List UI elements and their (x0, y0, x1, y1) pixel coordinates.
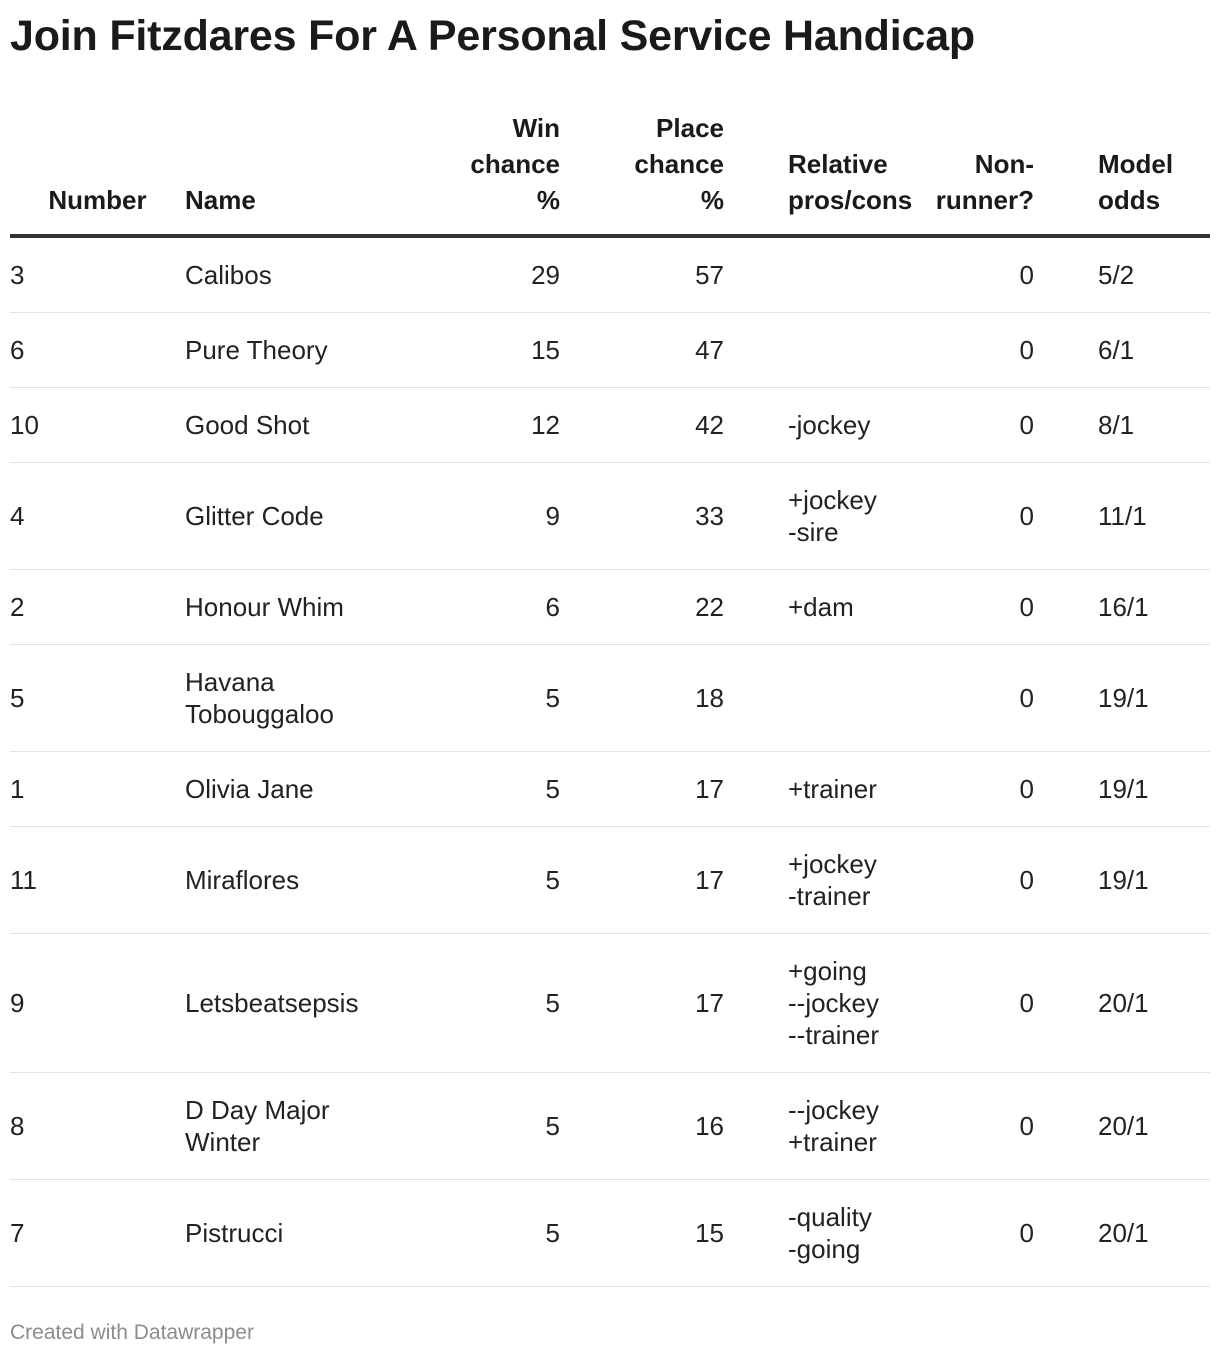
cell-nr: 0 (888, 752, 1034, 827)
table-row (10, 570, 1210, 645)
name-line: Miraflores (185, 865, 300, 895)
table-container (10, 110, 1210, 1287)
cell-number: 2 (10, 570, 185, 645)
column-header-line: pros/cons (788, 185, 913, 215)
cell-odds: 16/1 (1034, 570, 1210, 645)
cell-win: 6 (385, 570, 560, 645)
name-line: Pistrucci (185, 1218, 284, 1248)
column-header-line: chance (470, 149, 560, 179)
cell-nr: 0 (888, 570, 1034, 645)
column-header-rel (724, 110, 913, 236)
name-line: Havana (185, 667, 275, 697)
column-header-line: % (700, 185, 724, 215)
cell-nr: 0 (888, 313, 1034, 388)
cell-nr: 0 (888, 1180, 1034, 1287)
column-header-line: Non- (974, 149, 1034, 179)
name-line: Honour Whim (185, 592, 344, 622)
cell-number: 10 (10, 388, 185, 463)
rel-line: +jockey (788, 485, 877, 515)
column-header-win (385, 110, 560, 236)
name-line: Calibos (185, 260, 272, 290)
cell-nr: 0 (888, 934, 1034, 1073)
rel-line: --trainer (788, 1020, 880, 1050)
cell-win: 5 (385, 934, 560, 1073)
column-header-line: % (536, 185, 560, 215)
cell-name (185, 827, 385, 934)
table-row (10, 645, 1210, 752)
rel-line: --jockey (788, 988, 880, 1018)
cell-odds: 20/1 (1034, 1073, 1210, 1180)
cell-number: 11 (10, 827, 185, 934)
header-row (10, 110, 1210, 236)
rel-line: -jockey (788, 410, 871, 440)
cell-win: 9 (385, 463, 560, 570)
column-header-line: Relative (788, 149, 888, 179)
table-row (10, 752, 1210, 827)
name-line: D Day Major (185, 1095, 330, 1125)
cell-rel (724, 934, 888, 1073)
cell-nr: 0 (888, 388, 1034, 463)
name-line: Glitter Code (185, 501, 324, 531)
rel-line: -going (788, 1234, 861, 1264)
cell-odds: 20/1 (1034, 1180, 1210, 1287)
column-header-place (560, 110, 724, 236)
cell-win: 15 (385, 313, 560, 388)
cell-name (185, 463, 385, 570)
cell-name (185, 236, 385, 313)
name-line: Pure Theory (185, 335, 328, 365)
table-row (10, 1180, 1210, 1287)
cell-number: 4 (10, 463, 185, 570)
cell-number: 5 (10, 645, 185, 752)
rel-line: +dam (788, 592, 854, 622)
table-row (10, 388, 1210, 463)
cell-number: 6 (10, 313, 185, 388)
cell-odds: 8/1 (1034, 388, 1210, 463)
cell-rel (724, 1180, 888, 1287)
cell-number: 8 (10, 1073, 185, 1180)
cell-rel (724, 1073, 888, 1180)
column-header-nr (888, 110, 1034, 236)
cell-win: 5 (385, 1073, 560, 1180)
column-header-line: Number (48, 185, 147, 215)
cell-number: 3 (10, 236, 185, 313)
cell-name (185, 645, 385, 752)
cell-win: 29 (385, 236, 560, 313)
rel-line: -sire (788, 517, 839, 547)
cell-place: 22 (560, 570, 724, 645)
column-header-line: Model (1098, 149, 1174, 179)
column-header-line: runner? (935, 185, 1034, 215)
cell-nr: 0 (888, 827, 1034, 934)
rel-line: +going (788, 956, 867, 986)
name-line: Good Shot (185, 410, 310, 440)
table-header (10, 110, 1210, 236)
name-line: Letsbeatsepsis (185, 988, 359, 1018)
cell-place: 47 (560, 313, 724, 388)
cell-name (185, 1180, 385, 1287)
cell-number: 7 (10, 1180, 185, 1287)
cell-nr: 0 (888, 1073, 1034, 1180)
cell-nr: 0 (888, 463, 1034, 570)
cell-rel (724, 388, 888, 463)
cell-place: 33 (560, 463, 724, 570)
column-header-line: Name (185, 185, 256, 215)
cell-number: 9 (10, 934, 185, 1073)
cell-rel (724, 570, 888, 645)
column-header-number (10, 110, 185, 236)
cell-rel (724, 645, 888, 752)
rel-line: +jockey (788, 849, 877, 879)
table-row (10, 827, 1210, 934)
column-header-line: odds (1098, 185, 1161, 215)
cell-odds: 19/1 (1034, 752, 1210, 827)
cell-nr: 0 (888, 645, 1034, 752)
chart-title: Join Fitzdares For A Personal Service Handicap (10, 12, 975, 60)
cell-name (185, 570, 385, 645)
rel-line: +trainer (788, 774, 877, 804)
table-row (10, 463, 1210, 570)
cell-place: 17 (560, 752, 724, 827)
cell-place: 15 (560, 1180, 724, 1287)
cell-odds: 11/1 (1034, 463, 1210, 570)
cell-name (185, 1073, 385, 1180)
name-line: Winter (185, 1127, 261, 1157)
cell-place: 17 (560, 934, 724, 1073)
cell-rel (724, 752, 888, 827)
column-header-line: Place (656, 113, 724, 143)
cell-win: 12 (385, 388, 560, 463)
cell-place: 57 (560, 236, 724, 313)
cell-name (185, 752, 385, 827)
cell-rel (724, 463, 888, 570)
rel-line: -quality (788, 1202, 872, 1232)
cell-name (185, 934, 385, 1073)
name-line: Olivia Jane (185, 774, 314, 804)
table-row (10, 934, 1210, 1073)
cell-place: 17 (560, 827, 724, 934)
table-body (10, 236, 1210, 1287)
column-header-line: chance (634, 149, 724, 179)
cell-place: 42 (560, 388, 724, 463)
table-row (10, 313, 1210, 388)
cell-place: 18 (560, 645, 724, 752)
cell-number: 1 (10, 752, 185, 827)
column-header-odds (1034, 110, 1210, 236)
cell-odds: 6/1 (1034, 313, 1210, 388)
column-header-line: Win (512, 113, 560, 143)
cell-place: 16 (560, 1073, 724, 1180)
cell-name (185, 388, 385, 463)
column-header-name (185, 110, 385, 236)
cell-odds: 5/2 (1034, 236, 1210, 313)
cell-odds: 19/1 (1034, 645, 1210, 752)
cell-win: 5 (385, 752, 560, 827)
cell-name (185, 313, 385, 388)
cell-win: 5 (385, 645, 560, 752)
rel-line: --jockey (788, 1095, 880, 1125)
cell-rel (724, 236, 888, 313)
odds-table (10, 110, 1210, 1287)
cell-rel (724, 827, 888, 934)
footer-credit: Created with Datawrapper (10, 1321, 254, 1344)
cell-win: 5 (385, 1180, 560, 1287)
table-row (10, 1073, 1210, 1180)
cell-odds: 19/1 (1034, 827, 1210, 934)
cell-win: 5 (385, 827, 560, 934)
name-line: Tobouggaloo (185, 699, 334, 729)
table-row (10, 236, 1210, 313)
rel-line: -trainer (788, 881, 871, 911)
rel-line: +trainer (788, 1127, 877, 1157)
cell-odds: 20/1 (1034, 934, 1210, 1073)
cell-rel (724, 313, 888, 388)
cell-nr: 0 (888, 236, 1034, 313)
